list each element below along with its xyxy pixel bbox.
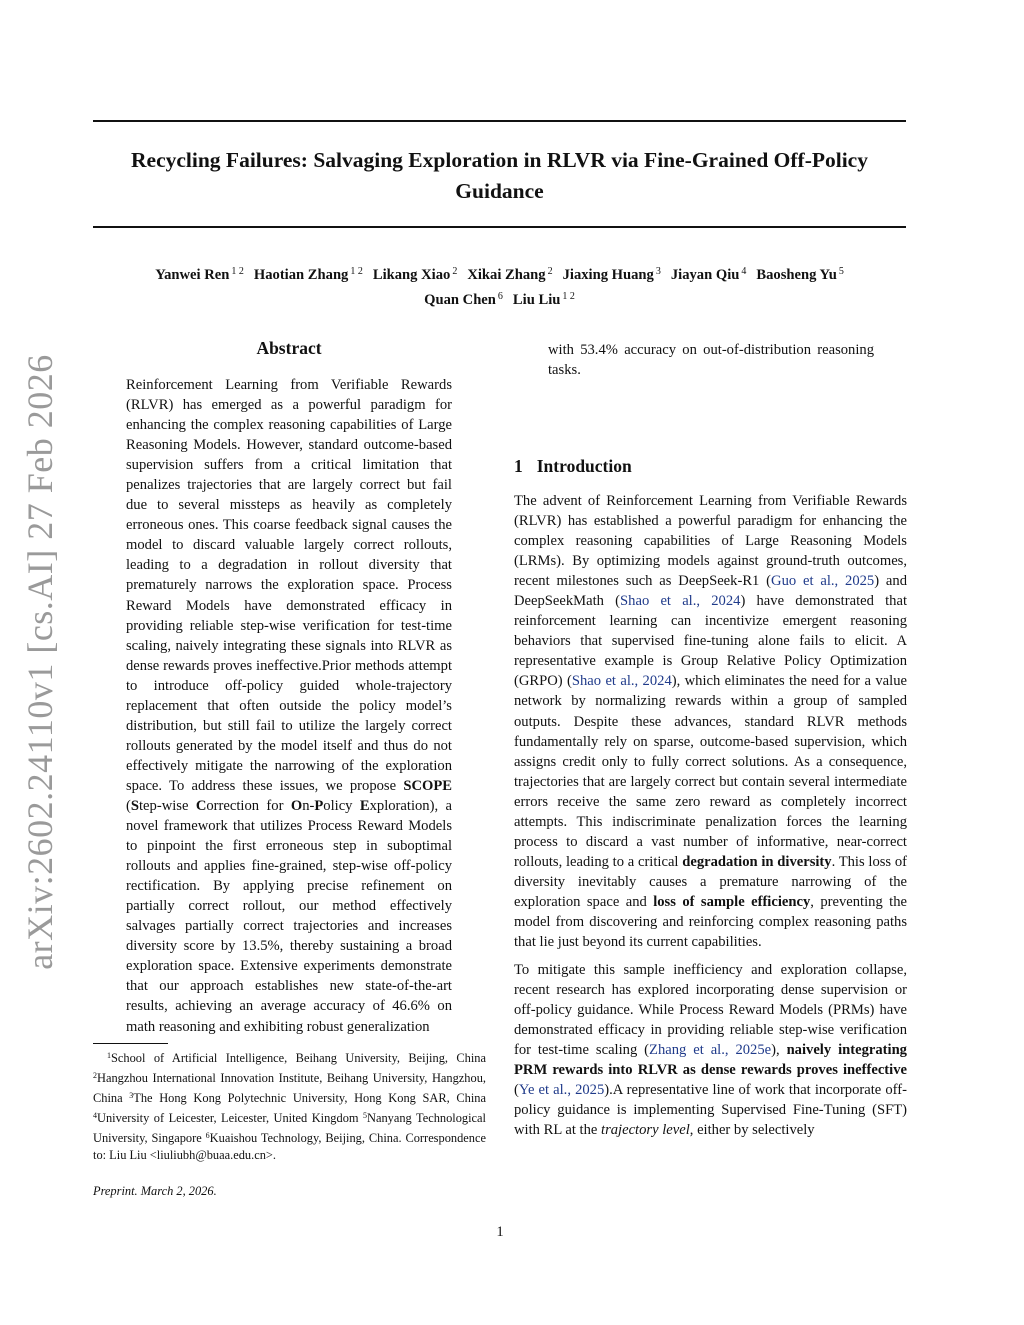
- author-affiliation-mark: 2: [452, 266, 458, 277]
- text-run: ) and DeepSeekMath (: [514, 573, 907, 610]
- author-affiliation-mark: 4: [741, 266, 747, 277]
- scope-expansion-segment: (: [126, 797, 131, 814]
- text-run: ) have demonstrated that reinforcement learning can incentivize emergent reasoning behaviors that supervised fine-tuning alone fails to elicit. A representative example is Group Relative Policy Optimization (GRPO) (: [514, 593, 907, 690]
- author-name: Liu Liu $^{1 2}$: [512, 291, 575, 308]
- section-number: 1: [514, 456, 523, 476]
- affiliation-text: Kuaishou Technology, Beijing, China. Correspondence to: Liu Liu <liuliubh@buaa.edu.cn>.: [93, 1131, 486, 1163]
- text-run: To mitigate this sample inefficiency and exploration collapse, recent research has explored incorporating dense supervision or off-policy guidance. While Process Reward Models (PRMs) have demonstrated efficacy in providing reliable step-wise verification for test-time scaling (: [514, 962, 907, 1059]
- text-run: trajectory level: [601, 1122, 690, 1139]
- scope-expansion-segment: O: [290, 797, 303, 814]
- text-run: (: [514, 1082, 519, 1099]
- affiliation-text: University of Leicester, Leicester, United Kingdom: [97, 1111, 364, 1126]
- intro-paragraph-1: [514, 491, 907, 952]
- affiliation-number: 6: [205, 1131, 210, 1141]
- scope-expansion-segment: tep-wise: [139, 797, 196, 814]
- affiliation-number: 1: [107, 1051, 111, 1060]
- author-affiliation-mark: 5: [838, 266, 844, 277]
- text-run: The advent of Reinforcement Learning from Verifiable Rewards (RLVR) has established a powerful paradigm for enhancing the complex reasoning capabilities of Large Reasoning Models (LRMs). By optimizing models against ground-truth outcomes, recent milestones such as DeepSeek-R1 (: [514, 493, 907, 590]
- scope-expansion-segment: E: [359, 797, 370, 814]
- abstract-continued-text: with 53.4% accuracy on out-of-distribution reasoning tasks.: [548, 342, 874, 379]
- arxiv-identifier-stamp: arXiv:2602.24110v1 [cs.AI] 27 Feb 2026: [20, 354, 60, 970]
- scope-expansion-segment: xploration): [369, 797, 435, 814]
- page-number: 1: [496, 1224, 504, 1240]
- citation-link[interactable]: Zhang et al., 2025e: [649, 1042, 772, 1059]
- affiliation-text: Hangzhou International Innovation Institute, Beihang University, Hangzhou, China: [93, 1071, 486, 1106]
- author-name: Yanwei Ren $^{1 2}$: [155, 266, 244, 283]
- affiliation-number: 4: [93, 1111, 97, 1121]
- text-run: naively integrating PRM rewards into RLVR as dense rewards proves ineffective: [514, 1042, 907, 1079]
- author-affiliation-mark: 3: [655, 266, 661, 277]
- abstract-part-1: Reinforcement Learning from Verifiable Rewards (RLVR) has emerged as a powerful paradigm for enhancing the complex reasoning capabilities of Large Reasoning Models. However, standard outcome-based supervision suffers from a critical limitation that penalizes trajectories that are largely correct but fail due to several missteps as heavily as completely erroneous ones. This coarse feedback signal causes the model to discard valuable largely correct rollouts, leading to a degradation in rollout diversity that prematurely narrows the exploration space. Process Reward Models have demonstrated efficacy in providing reliable step-wise verification for test-time scaling, naively integrating these signals into RLVR as dense rewards proves ineffective.Prior methods attempt to introduce off-policy guided whole-trajectory replacement that often outside the policy model’s distribution, but still fail to utilize the largely correct rollouts generated by the model itself and thus do not effectively mitigate the narrowing of the exploration space. To address these issues, we propose: [126, 377, 452, 794]
- affiliation-text: Nanyang Technological University, Singapore: [93, 1111, 486, 1146]
- scope-expansion: [126, 798, 434, 814]
- author-affiliation-mark: 1 2: [231, 266, 244, 277]
- abstract-text: [126, 375, 452, 1037]
- author-affiliation-mark: 1 2: [350, 266, 363, 277]
- author-list: [93, 261, 906, 311]
- title-rule-top: [93, 120, 906, 122]
- author-name: Likang Xiao $^2$: [372, 266, 458, 283]
- scope-name: SCOPE: [403, 777, 452, 794]
- intro-paragraph-2: [514, 960, 907, 1140]
- affiliation-number: 3: [129, 1091, 134, 1101]
- scope-expansion-segment: n-: [302, 797, 315, 814]
- author-name: Baosheng Yu $^5$: [756, 266, 844, 283]
- citation-link[interactable]: Shao et al., 2024: [571, 673, 672, 690]
- citation-link[interactable]: Shao et al., 2024: [620, 593, 741, 610]
- author-name: Jiaxing Huang $^3$: [562, 266, 661, 283]
- paper-title: Recycling Failures: Salvaging Exploration in RLVR via Fine-Grained Off-Policy Guidance: [131, 148, 868, 203]
- section-title: Introduction: [536, 456, 632, 476]
- abstract-part-2: , a novel framework that utilizes Process Reward Models to pinpoint the first erroneous step in suboptimal rollouts and applies fine-grained, step-wise off-policy rectification. By applying precise refinement on partially correct rollout, our method effectively salvages partially correct trajectories and increases diversity score by 13.5%, thereby sustaining a broad exploration space. Extensive experiments demonstrate that our approach establishes new state-of-the-art results, achieving an average accuracy of 46.6% on math reasoning and exhibiting robust generalization: [126, 797, 452, 1035]
- scope-expansion-segment: S: [130, 797, 139, 814]
- abstract-heading: Abstract: [256, 338, 322, 358]
- author-name: Xikai Zhang $^2$: [467, 266, 553, 283]
- title-rule-bottom: [93, 226, 906, 228]
- text-run: , either by selectively: [689, 1122, 815, 1139]
- text-run: degradation in diversity: [682, 853, 832, 870]
- introduction-text: [514, 491, 907, 1149]
- affiliation-number: 5: [363, 1111, 368, 1121]
- citation-link[interactable]: Guo et al., 2025: [771, 573, 875, 590]
- text-run: ).A representative line of work that incorporate off-policy guidance is implementing Supervised Fine-Tuning (SFT) with RL at the: [514, 1082, 907, 1139]
- section-heading-introduction: [514, 456, 632, 477]
- footnote-rule: [93, 1043, 168, 1044]
- abstract-body-flow: [126, 375, 452, 1037]
- scope-expansion-segment: olicy: [323, 797, 360, 814]
- scope-expansion-segment: orrection for: [206, 797, 291, 814]
- citation-link[interactable]: Ye et al., 2025: [518, 1082, 605, 1099]
- affiliation-text: School of Artificial Intelligence, Beihang University, Beijing, China: [111, 1051, 486, 1065]
- text-run: loss of sample efficiency: [653, 893, 811, 910]
- scope-expansion-segment: C: [195, 797, 207, 814]
- text-run: ),: [771, 1042, 787, 1059]
- author-name: Jiayan Qiu $^4$: [670, 266, 747, 283]
- affiliations-footnote: [93, 1047, 486, 1165]
- author-affiliation-mark: 1 2: [562, 291, 575, 302]
- scope-expansion-segment: P: [314, 797, 324, 814]
- text-run: , preventing the model from discovering and reinforcing complex reasoning paths that lie just beyond its current capabilities.: [514, 893, 907, 951]
- affiliation-number: 2: [93, 1071, 97, 1081]
- author-affiliation-mark: 2: [547, 266, 553, 277]
- author-affiliation-mark: 6: [497, 291, 503, 302]
- abstract-text-continued: [548, 340, 874, 380]
- author-name: Haotian Zhang $^{1 2}$: [253, 266, 363, 283]
- author-name: Quan Chen $^6$: [424, 291, 503, 308]
- preprint-note: Preprint. March 2, 2026.: [93, 1184, 217, 1198]
- abstract-continued-flow: [548, 340, 874, 380]
- text-run: . This loss of diversity inevitably causes a premature narrowing of the exploration space and: [514, 853, 907, 910]
- affiliation-text: The Hong Kong Polytechnic University, Hong Kong SAR, China: [133, 1091, 486, 1106]
- text-run: ), which eliminates the need for a value network by normalizing rewards within a group of sampled outputs. Despite these advances, standard RLVR methods fundamentally rely on sparse, outcome-based supervision, which assigns credit only to fully correct solutions. As a consequence, trajectories that are largely correct but contain several intermediate errors receive the same zero reward as completely incorrect attempts. This indiscriminate penalization forces the learning process to discard a vast number of informative, near-correct rollouts, leading to a critical: [514, 673, 907, 870]
